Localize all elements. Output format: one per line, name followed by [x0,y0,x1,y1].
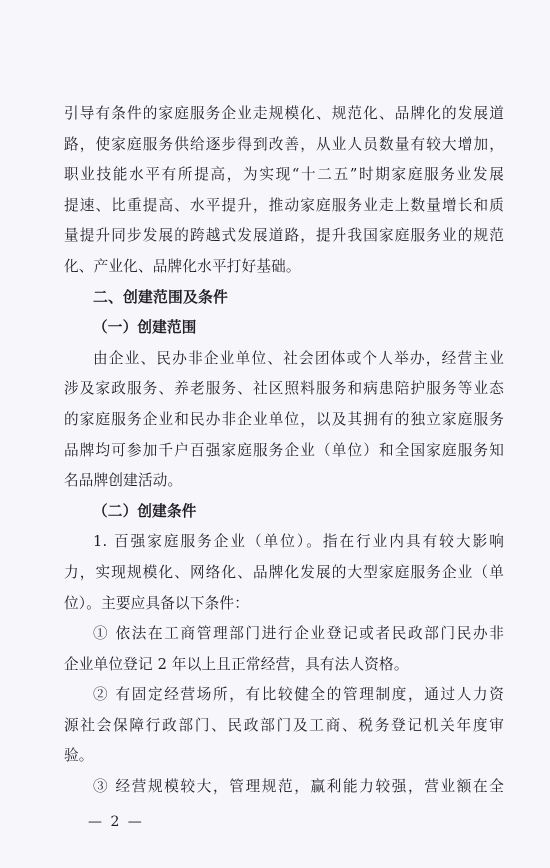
paragraph-line: 由企业、民办非企业单位、社会团体或个人举办，经营主业 [93,349,504,367]
paragraph-line: 品牌均可参加千户百强家庭服务企业（单位）和全国家庭服务知 [64,441,504,459]
paragraph-line: 的家庭服务企业和民办非企业单位，以及其拥有的独立家庭服务 [64,410,504,428]
paragraph-line: 量提升同步发展的跨越式发展道路，提升我国家庭服务业的规范 [64,227,504,245]
paragraph-line: 源社会保障行政部门、民政部门及工商、税务登记机关年度审 [64,716,504,734]
paragraph-line: ③ 经营规模较大，管理规范，赢利能力较强，营业额在全 [93,778,504,796]
paragraph-line: 涉及家政服务、养老服务、社区照料服务和病患陪护服务等业态 [64,380,504,398]
paragraph-line: 引导有条件的家庭服务企业走规模化、规范化、品牌化的发展道 [64,105,504,122]
paragraph-line: 验。 [64,747,94,765]
page-number: — 2 — [88,814,144,830]
paragraph-line: 位）。主要应具备以下条件： [64,594,250,612]
paragraph-line: 化、产业化、品牌化水平打好基础。 [64,257,301,275]
paragraph-line: 路，使家庭服务供给逐步得到改善，从业人员数量有较大增加， [64,135,504,153]
paragraph-line: 力，实现规模化、网络化、品牌化发展的大型家庭服务企业（单 [64,563,504,581]
body-text [64,99,504,803]
paragraph-line: 企业单位登记 2 年以上且正常经营，具有法人资格。 [64,655,409,673]
subsection-heading: （一）创建范围 [93,319,197,337]
paragraph-line: 提速、比重提高、水平提升，推动家庭服务业走上数量增长和质 [64,196,504,214]
paragraph-line: ② 有固定经营场所，有比较健全的管理制度，通过人力资 [93,686,504,704]
paragraph-line: 名品牌创建活动。 [64,472,183,490]
subsection-heading: （二）创建条件 [93,502,197,520]
paragraph-line: ① 依法在工商管理部门进行企业登记或者民政部门民办非 [93,625,504,643]
paragraph-line: 1. 百强家庭服务企业（单位）。指在行业内具有较大影响 [93,533,504,551]
section-heading: 二、创建范围及条件 [93,288,228,306]
paragraph-line: 职业技能水平有所提高，为实现“十二五”时期家庭服务业发展 [64,166,504,184]
